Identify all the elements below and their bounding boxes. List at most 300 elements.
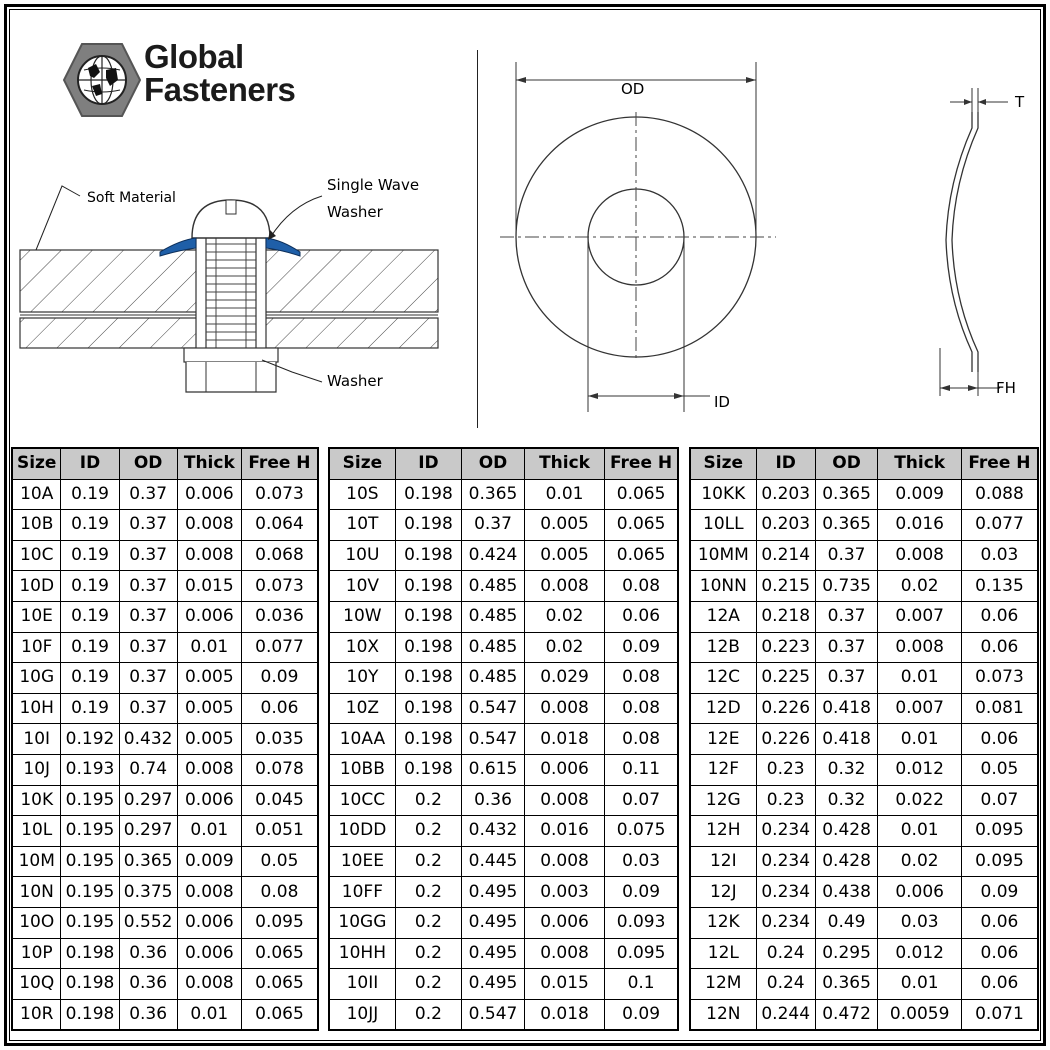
table-cell: 0.003 (524, 877, 604, 908)
table-cell: 12A (690, 601, 756, 632)
table-row (329, 601, 678, 632)
table-row (12, 601, 318, 632)
table-cell: 10NN (690, 571, 756, 602)
table-cell: 0.09 (961, 877, 1038, 908)
table-cell: 0.2 (395, 938, 461, 969)
table-cell: 0.195 (61, 785, 119, 816)
table-cell: 12D (690, 693, 756, 724)
table-cell: 0.015 (177, 571, 241, 602)
table-cell: 0.297 (119, 785, 177, 816)
column-header: OD (462, 448, 525, 479)
table-cell: 0.198 (395, 632, 461, 663)
table-cell: 0.295 (815, 938, 878, 969)
table-cell: 0.485 (462, 632, 525, 663)
table-cell: 10J (12, 754, 61, 785)
table-cell: 10DD (329, 816, 395, 847)
table-cell: 0.008 (878, 540, 962, 571)
table-cell: 0.37 (119, 510, 177, 541)
table-cell: 0.006 (524, 754, 604, 785)
id-label: ID (714, 393, 730, 411)
table-cell: 12G (690, 785, 756, 816)
table-cell: 0.1 (605, 969, 678, 1000)
table-cell: 0.03 (878, 907, 962, 938)
table-cell: 0.071 (961, 999, 1038, 1030)
table-cell: 0.37 (815, 540, 878, 571)
table-row (329, 938, 678, 969)
table-cell: 10P (12, 938, 61, 969)
table-row (690, 754, 1038, 785)
table-cell: 0.016 (878, 510, 962, 541)
table-cell: 0.192 (61, 724, 119, 755)
table-cell: 0.37 (119, 632, 177, 663)
table-cell: 0.03 (961, 540, 1038, 571)
table-cell: 12L (690, 938, 756, 969)
table-cell: 0.0059 (878, 999, 962, 1030)
spec-table-3 (689, 447, 1039, 1031)
table-cell: 0.198 (61, 938, 119, 969)
column-header: Free H (241, 448, 318, 479)
table-cell: 12B (690, 632, 756, 663)
table-cell: 0.029 (524, 663, 604, 694)
column-header: Size (12, 448, 61, 479)
table-cell: 0.08 (241, 877, 318, 908)
brand-line1: Global (144, 38, 244, 75)
spec-table-1 (11, 447, 319, 1031)
table-cell: 0.226 (756, 724, 815, 755)
table-cell: 10HH (329, 938, 395, 969)
table-cell: 12J (690, 877, 756, 908)
table-cell: 0.06 (961, 601, 1038, 632)
table-header-row (12, 448, 318, 479)
table-cell: 0.195 (61, 846, 119, 877)
table-cell: 0.006 (524, 907, 604, 938)
table-row (329, 816, 678, 847)
table-cell: 0.2 (395, 999, 461, 1030)
table-cell: 0.064 (241, 510, 318, 541)
table-cell: 0.065 (605, 510, 678, 541)
table-cell: 0.01 (878, 816, 962, 847)
table-row (12, 663, 318, 694)
table-cell: 0.37 (119, 601, 177, 632)
table-cell: 0.06 (241, 693, 318, 724)
table-cell: 0.198 (395, 663, 461, 694)
table-cell: 0.37 (815, 632, 878, 663)
table-cell: 0.065 (605, 540, 678, 571)
t-label: T (1015, 93, 1025, 111)
table-cell: 0.495 (462, 938, 525, 969)
table-cell: 10JJ (329, 999, 395, 1030)
column-header: Free H (961, 448, 1038, 479)
table-cell: 0.065 (605, 479, 678, 510)
single-wave-label-line1: Single Wave (327, 176, 420, 194)
table-cell: 10CC (329, 785, 395, 816)
table-cell: 0.615 (462, 754, 525, 785)
soft-material-label: Soft Material (87, 190, 176, 206)
table-cell: 0.432 (462, 816, 525, 847)
table-cell: 0.08 (605, 571, 678, 602)
table-cell: 0.051 (241, 816, 318, 847)
table-cell: 0.093 (605, 907, 678, 938)
table-cell: 0.01 (524, 479, 604, 510)
table-cell: 0.198 (395, 601, 461, 632)
table-cell: 0.225 (756, 663, 815, 694)
column-header: ID (61, 448, 119, 479)
table-cell: 12E (690, 724, 756, 755)
table-cell: 10Y (329, 663, 395, 694)
table-cell: 0.081 (961, 693, 1038, 724)
table-cell: 0.19 (61, 540, 119, 571)
table-row (690, 877, 1038, 908)
table-cell: 0.234 (756, 907, 815, 938)
table-cell: 0.006 (177, 907, 241, 938)
table-cell: 0.244 (756, 999, 815, 1030)
table-cell: 0.472 (815, 999, 878, 1030)
table-cell: 0.485 (462, 601, 525, 632)
table-cell: 0.198 (395, 693, 461, 724)
table-row (690, 571, 1038, 602)
table-cell: 0.234 (756, 877, 815, 908)
table-cell: 0.19 (61, 510, 119, 541)
table-row (12, 877, 318, 908)
table-cell: 0.36 (119, 969, 177, 1000)
table-cell: 10FF (329, 877, 395, 908)
table-header-row (329, 448, 678, 479)
table-cell: 10Z (329, 693, 395, 724)
table-row (329, 969, 678, 1000)
column-header: Size (690, 448, 756, 479)
table-cell: 10H (12, 693, 61, 724)
table-cell: 0.008 (177, 540, 241, 571)
table-cell: 0.068 (241, 540, 318, 571)
table-header-row (690, 448, 1038, 479)
table-cell: 0.065 (241, 938, 318, 969)
table-cell: 0.09 (605, 877, 678, 908)
table-cell: 0.552 (119, 907, 177, 938)
table-cell: 0.006 (878, 877, 962, 908)
table-cell: 0.007 (878, 693, 962, 724)
table-cell: 0.008 (524, 571, 604, 602)
table-row (12, 754, 318, 785)
table-cell: 0.08 (605, 724, 678, 755)
table-cell: 0.223 (756, 632, 815, 663)
table-cell: 0.37 (119, 571, 177, 602)
table-cell: 0.547 (462, 724, 525, 755)
table-cell: 0.203 (756, 479, 815, 510)
table-cell: 0.37 (119, 540, 177, 571)
table-cell: 10KK (690, 479, 756, 510)
table-cell: 0.2 (395, 877, 461, 908)
column-header: OD (815, 448, 878, 479)
table-cell: 0.07 (605, 785, 678, 816)
table-row (329, 724, 678, 755)
table-cell: 0.547 (462, 693, 525, 724)
table-cell: 0.006 (177, 785, 241, 816)
table-cell: 0.37 (119, 479, 177, 510)
table-cell: 0.203 (756, 510, 815, 541)
table-row (329, 632, 678, 663)
table-row (690, 816, 1038, 847)
table-row (690, 510, 1038, 541)
spec-table-2 (328, 447, 679, 1031)
table-cell: 10S (329, 479, 395, 510)
table-row (690, 907, 1038, 938)
table-cell: 0.32 (815, 785, 878, 816)
table-cell: 0.365 (815, 479, 878, 510)
table-cell: 0.005 (524, 540, 604, 571)
table-cell: 0.37 (815, 601, 878, 632)
table-cell: 0.198 (395, 479, 461, 510)
table-cell: 0.195 (61, 816, 119, 847)
table-row (12, 846, 318, 877)
washer-dimension-drawing (0, 0, 1050, 430)
table-cell: 0.06 (961, 632, 1038, 663)
table-cell: 0.095 (605, 938, 678, 969)
table-cell: 0.198 (61, 969, 119, 1000)
table-cell: 0.02 (524, 601, 604, 632)
table-cell: 10R (12, 999, 61, 1030)
table-cell: 0.36 (119, 999, 177, 1030)
table-row (329, 846, 678, 877)
table-cell: 0.095 (961, 816, 1038, 847)
table-cell: 0.02 (878, 846, 962, 877)
table-cell: 0.065 (241, 969, 318, 1000)
table-cell: 0.005 (524, 510, 604, 541)
table-cell: 10GG (329, 907, 395, 938)
table-cell: 0.226 (756, 693, 815, 724)
table-row (690, 999, 1038, 1030)
table-cell: 0.36 (462, 785, 525, 816)
table-cell: 0.01 (878, 663, 962, 694)
table-cell: 10B (12, 510, 61, 541)
table-cell: 0.198 (395, 510, 461, 541)
table-cell: 0.08 (605, 663, 678, 694)
table-row (329, 693, 678, 724)
table-cell: 0.424 (462, 540, 525, 571)
table-row (690, 540, 1038, 571)
table-cell: 10V (329, 571, 395, 602)
table-cell: 0.218 (756, 601, 815, 632)
table-cell: 0.37 (119, 663, 177, 694)
table-cell: 10E (12, 601, 61, 632)
column-header: ID (756, 448, 815, 479)
column-header: Size (329, 448, 395, 479)
table-cell: 0.49 (815, 907, 878, 938)
table-cell: 0.06 (605, 601, 678, 632)
table-cell: 0.035 (241, 724, 318, 755)
table-cell: 12I (690, 846, 756, 877)
table-row (690, 693, 1038, 724)
table-cell: 0.432 (119, 724, 177, 755)
table-cell: 0.09 (605, 999, 678, 1030)
table-cell: 10T (329, 510, 395, 541)
table-cell: 10BB (329, 754, 395, 785)
table-cell: 0.23 (756, 785, 815, 816)
table-cell: 0.016 (524, 816, 604, 847)
table-cell: 0.077 (241, 632, 318, 663)
table-cell: 0.495 (462, 877, 525, 908)
table-cell: 0.073 (241, 479, 318, 510)
table-cell: 0.234 (756, 816, 815, 847)
table-cell: 0.198 (395, 571, 461, 602)
table-row (12, 571, 318, 602)
table-cell: 0.012 (878, 754, 962, 785)
table-cell: 0.065 (241, 999, 318, 1030)
table-cell: 0.428 (815, 846, 878, 877)
table-cell: 0.438 (815, 877, 878, 908)
table-cell: 0.485 (462, 663, 525, 694)
table-row (329, 999, 678, 1030)
table-cell: 10F (12, 632, 61, 663)
table-cell: 0.428 (815, 816, 878, 847)
table-row (12, 632, 318, 663)
table-cell: 0.073 (241, 571, 318, 602)
table-cell: 12M (690, 969, 756, 1000)
table-cell: 0.19 (61, 479, 119, 510)
table-cell: 0.005 (177, 693, 241, 724)
table-cell: 0.37 (119, 693, 177, 724)
table-row (329, 571, 678, 602)
table-cell: 0.005 (177, 724, 241, 755)
table-row (329, 785, 678, 816)
table-cell: 0.495 (462, 907, 525, 938)
table-cell: 0.2 (395, 969, 461, 1000)
table-cell: 0.036 (241, 601, 318, 632)
table-row (329, 877, 678, 908)
table-row (690, 724, 1038, 755)
table-cell: 0.2 (395, 907, 461, 938)
table-cell: 0.008 (878, 632, 962, 663)
table-cell: 0.006 (177, 601, 241, 632)
table-row (12, 724, 318, 755)
table-cell: 12C (690, 663, 756, 694)
table-row (690, 632, 1038, 663)
table-cell: 0.215 (756, 571, 815, 602)
table-cell: 10U (329, 540, 395, 571)
table-cell: 0.06 (961, 938, 1038, 969)
table-cell: 10MM (690, 540, 756, 571)
table-cell: 10EE (329, 846, 395, 877)
table-row (12, 785, 318, 816)
table-cell: 12K (690, 907, 756, 938)
table-cell: 10LL (690, 510, 756, 541)
table-row (329, 907, 678, 938)
table-cell: 0.198 (395, 754, 461, 785)
table-cell: 0.195 (61, 877, 119, 908)
table-cell: 10G (12, 663, 61, 694)
table-cell: 10O (12, 907, 61, 938)
table-cell: 10A (12, 479, 61, 510)
table-cell: 0.24 (756, 938, 815, 969)
table-cell: 0.09 (241, 663, 318, 694)
table-cell: 0.193 (61, 754, 119, 785)
table-cell: 0.006 (177, 479, 241, 510)
table-row (690, 479, 1038, 510)
table-cell: 0.375 (119, 877, 177, 908)
table-row (329, 479, 678, 510)
table-row (690, 846, 1038, 877)
table-cell: 0.078 (241, 754, 318, 785)
table-cell: 0.23 (756, 754, 815, 785)
table-row (690, 601, 1038, 632)
table-row (329, 754, 678, 785)
column-header: Free H (605, 448, 678, 479)
table-row (329, 540, 678, 571)
table-cell: 0.365 (815, 969, 878, 1000)
table-cell: 10I (12, 724, 61, 755)
table-cell: 0.05 (961, 754, 1038, 785)
table-cell: 0.74 (119, 754, 177, 785)
table-cell: 0.2 (395, 785, 461, 816)
washer-label: Washer (327, 372, 383, 390)
table-row (12, 907, 318, 938)
table-cell: 0.008 (177, 754, 241, 785)
table-cell: 0.11 (605, 754, 678, 785)
table-cell: 0.01 (878, 969, 962, 1000)
fh-label: FH (996, 379, 1016, 397)
table-cell: 0.007 (878, 601, 962, 632)
table-cell: 0.365 (815, 510, 878, 541)
table-cell: 0.2 (395, 816, 461, 847)
table-cell: 0.445 (462, 846, 525, 877)
column-header: Thick (524, 448, 604, 479)
table-cell: 10AA (329, 724, 395, 755)
table-row (329, 663, 678, 694)
table-cell: 0.01 (177, 632, 241, 663)
table-cell: 0.008 (177, 969, 241, 1000)
table-cell: 0.06 (961, 907, 1038, 938)
table-row (12, 540, 318, 571)
table-cell: 0.198 (61, 999, 119, 1030)
table-cell: 0.365 (119, 846, 177, 877)
table-cell: 0.19 (61, 601, 119, 632)
table-cell: 0.09 (605, 632, 678, 663)
table-cell: 0.05 (241, 846, 318, 877)
table-cell: 10M (12, 846, 61, 877)
table-row (690, 663, 1038, 694)
table-cell: 0.08 (605, 693, 678, 724)
table-cell: 0.009 (878, 479, 962, 510)
table-cell: 0.008 (524, 938, 604, 969)
table-cell: 0.297 (119, 816, 177, 847)
table-row (12, 479, 318, 510)
table-cell: 0.088 (961, 479, 1038, 510)
table-cell: 0.012 (878, 938, 962, 969)
table-cell: 0.495 (462, 969, 525, 1000)
table-row (12, 693, 318, 724)
table-cell: 10X (329, 632, 395, 663)
table-cell: 0.19 (61, 663, 119, 694)
table-row (329, 510, 678, 541)
column-header: ID (395, 448, 461, 479)
table-cell: 0.06 (961, 969, 1038, 1000)
table-row (12, 938, 318, 969)
table-cell: 0.37 (462, 510, 525, 541)
table-cell: 12N (690, 999, 756, 1030)
table-cell: 0.214 (756, 540, 815, 571)
table-cell: 0.234 (756, 846, 815, 877)
table-cell: 0.198 (395, 540, 461, 571)
table-cell: 10D (12, 571, 61, 602)
table-cell: 0.36 (119, 938, 177, 969)
table-row (690, 785, 1038, 816)
table-cell: 0.008 (524, 846, 604, 877)
table-cell: 0.07 (961, 785, 1038, 816)
table-cell: 12H (690, 816, 756, 847)
table-cell: 0.418 (815, 724, 878, 755)
table-cell: 10C (12, 540, 61, 571)
single-wave-label-line2: Washer (327, 203, 383, 221)
column-header: OD (119, 448, 177, 479)
